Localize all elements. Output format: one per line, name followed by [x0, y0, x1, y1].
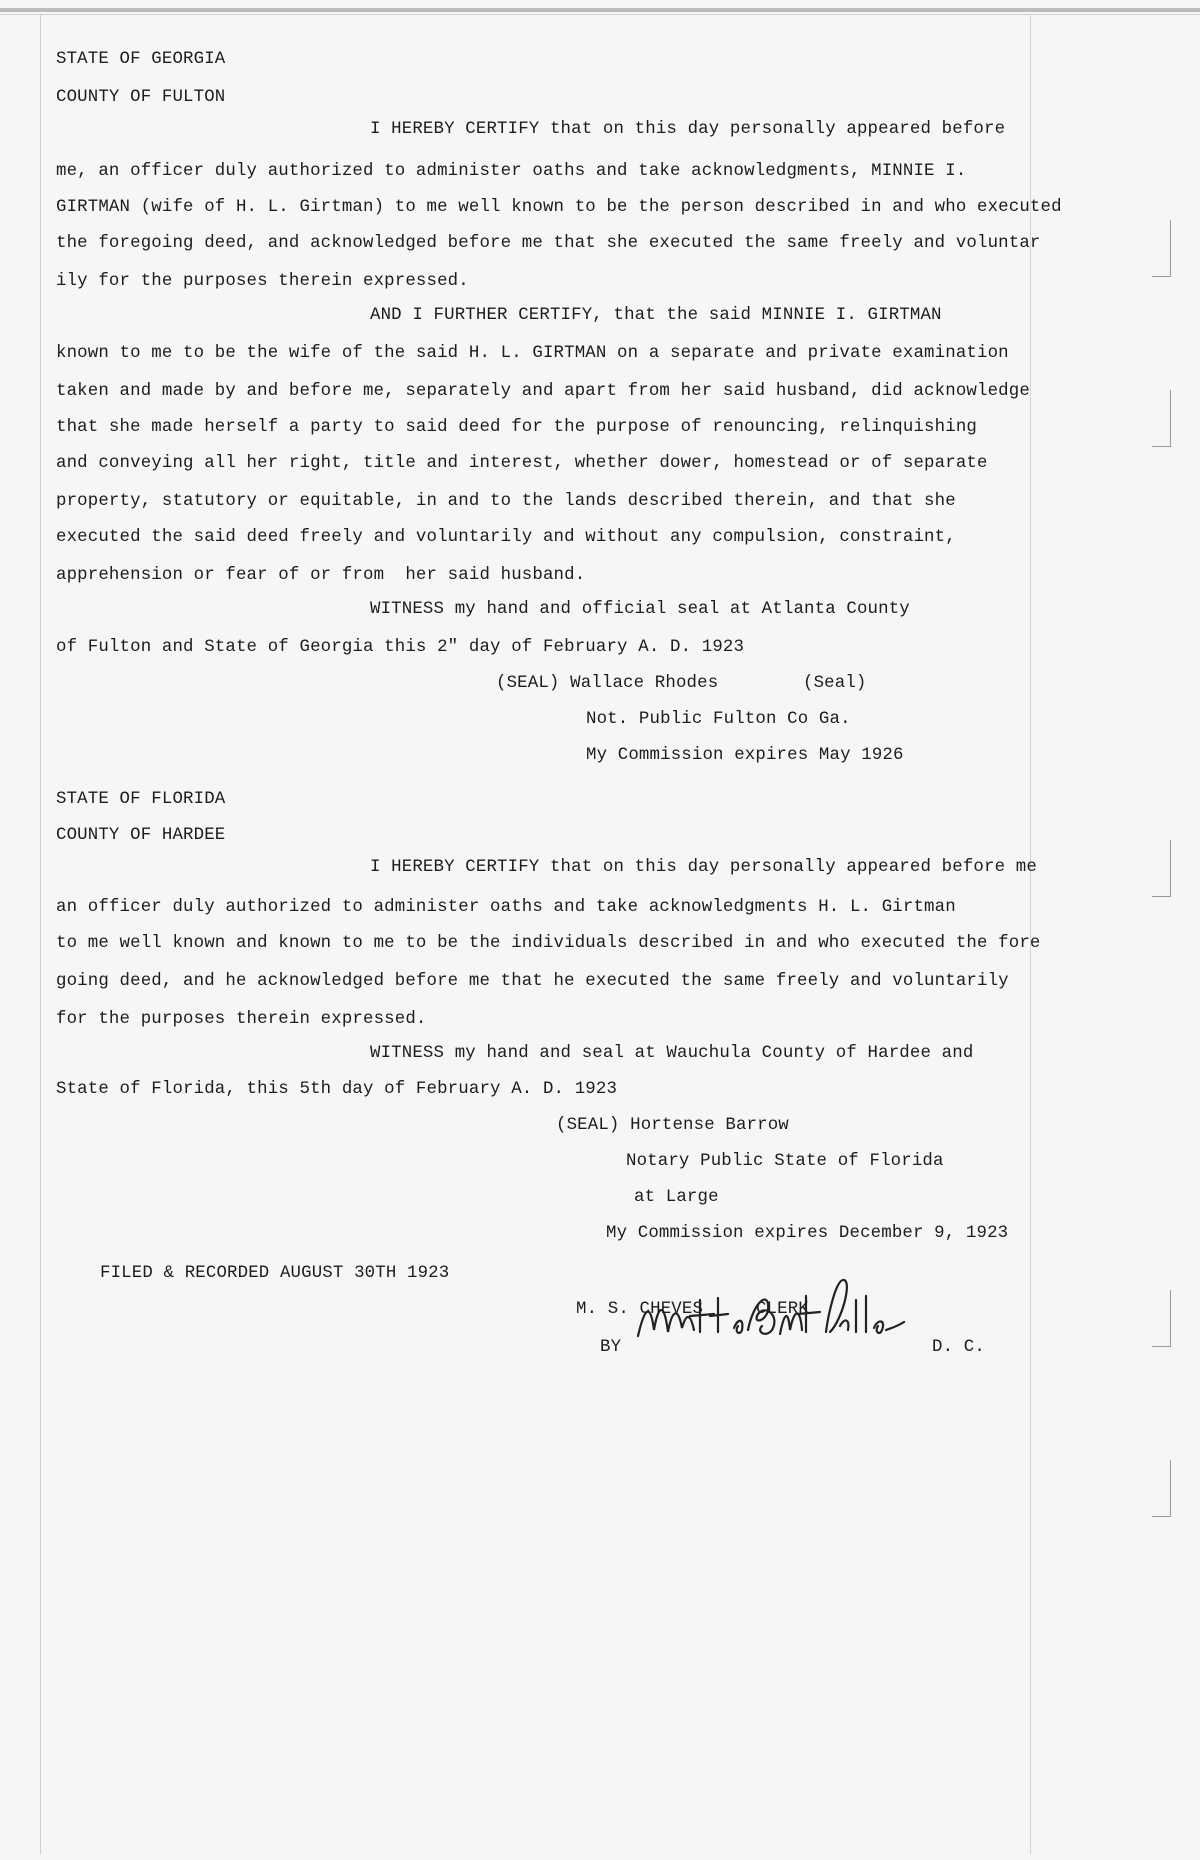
page-top-rule-thin	[0, 14, 1200, 15]
georgia-notary-title: Not. Public Fulton Co Ga.	[586, 710, 851, 729]
georgia-certify-line-5: ily for the purposes therein expressed.	[56, 272, 469, 291]
clerk-name-line: M. S. CHEVES CLERK	[576, 1300, 809, 1319]
margin-bracket-mark	[1152, 1290, 1171, 1347]
florida-witness-line-1: WITNESS my hand and seal at Wauchula County of Hardee and	[370, 1044, 974, 1063]
georgia-witness-line-2: of Fulton and State of Georgia this 2" day of February A. D. 1923	[56, 638, 745, 657]
margin-bracket-mark	[1152, 220, 1171, 277]
handwritten-signature-icon	[630, 1270, 910, 1350]
georgia-further-line-5: and conveying all her right, title and interest, whether dower, homestead or of separate	[56, 454, 988, 473]
georgia-witness-line-1: WITNESS my hand and official seal at Atlanta County	[370, 600, 910, 619]
georgia-certify-line-2: me, an officer duly authorized to administer oaths and take acknowledgments, MINNIE I.	[56, 162, 967, 181]
deputy-clerk-label: D. C.	[932, 1338, 985, 1357]
florida-commission-expiry: My Commission expires December 9, 1923	[606, 1224, 1009, 1243]
georgia-further-line-2: known to me to be the wife of the said H. L. GIRTMAN on a separate and private examination	[56, 344, 1009, 363]
georgia-certify-line-3: GIRTMAN (wife of H. L. Girtman) to me well known to be the person described in and who executed	[56, 198, 1062, 217]
georgia-further-line-1: AND I FURTHER CERTIFY, that the said MINNIE I. GIRTMAN	[370, 306, 942, 325]
georgia-commission-expiry: My Commission expires May 1926	[586, 746, 904, 765]
florida-certify-line-1: I HEREBY CERTIFY that on this day personally appeared before me	[370, 858, 1037, 877]
georgia-further-line-4: that she made herself a party to said deed for the purpose of renouncing, relinquishing	[56, 418, 977, 437]
georgia-further-line-6: property, statutory or equitable, in and to the lands described therein, and that she	[56, 492, 956, 511]
georgia-further-line-7: executed the said deed freely and voluntarily and without any compulsion, constraint,	[56, 528, 956, 547]
georgia-seal-line: (SEAL) Wallace Rhodes (Seal)	[496, 674, 867, 693]
florida-seal-line: (SEAL) Hortense Barrow	[556, 1116, 789, 1135]
georgia-certify-line-1: I HEREBY CERTIFY that on this day personally appeared before	[370, 120, 1006, 139]
by-label: BY	[600, 1338, 622, 1357]
page-top-rule	[0, 8, 1200, 12]
florida-at-large: at Large	[634, 1188, 719, 1207]
georgia-state-heading: STATE OF GEORGIA	[56, 50, 226, 69]
left-margin-rule	[40, 14, 41, 1854]
florida-certify-line-2: an officer duly authorized to administer oaths and take acknowledgments H. L. Girtman	[56, 898, 956, 917]
margin-bracket-mark	[1152, 1460, 1171, 1517]
florida-certify-line-4: going deed, and he acknowledged before me that he executed the same freely and voluntarily	[56, 972, 1009, 991]
florida-county-heading: COUNTY OF HARDEE	[56, 826, 226, 845]
florida-certify-line-5: for the purposes therein expressed.	[56, 1010, 427, 1029]
georgia-certify-line-4: the foregoing deed, and acknowledged before me that she executed the same freely and voluntar	[56, 234, 1041, 253]
georgia-further-line-3: taken and made by and before me, separately and apart from her said husband, did acknowledge	[56, 382, 1030, 401]
filed-recorded-stamp: FILED & RECORDED AUGUST 30TH 1923	[100, 1264, 450, 1283]
georgia-county-heading: COUNTY OF FULTON	[56, 88, 226, 107]
margin-bracket-mark	[1152, 840, 1171, 897]
florida-notary-title: Notary Public State of Florida	[626, 1152, 944, 1171]
florida-certify-line-3: to me well known and known to me to be the individuals described in and who executed the fore	[56, 934, 1041, 953]
georgia-further-line-8: apprehension or fear of or from her said husband.	[56, 566, 586, 585]
florida-witness-line-2: State of Florida, this 5th day of February A. D. 1923	[56, 1080, 618, 1099]
florida-state-heading: STATE OF FLORIDA	[56, 790, 226, 809]
margin-bracket-mark	[1152, 390, 1171, 447]
